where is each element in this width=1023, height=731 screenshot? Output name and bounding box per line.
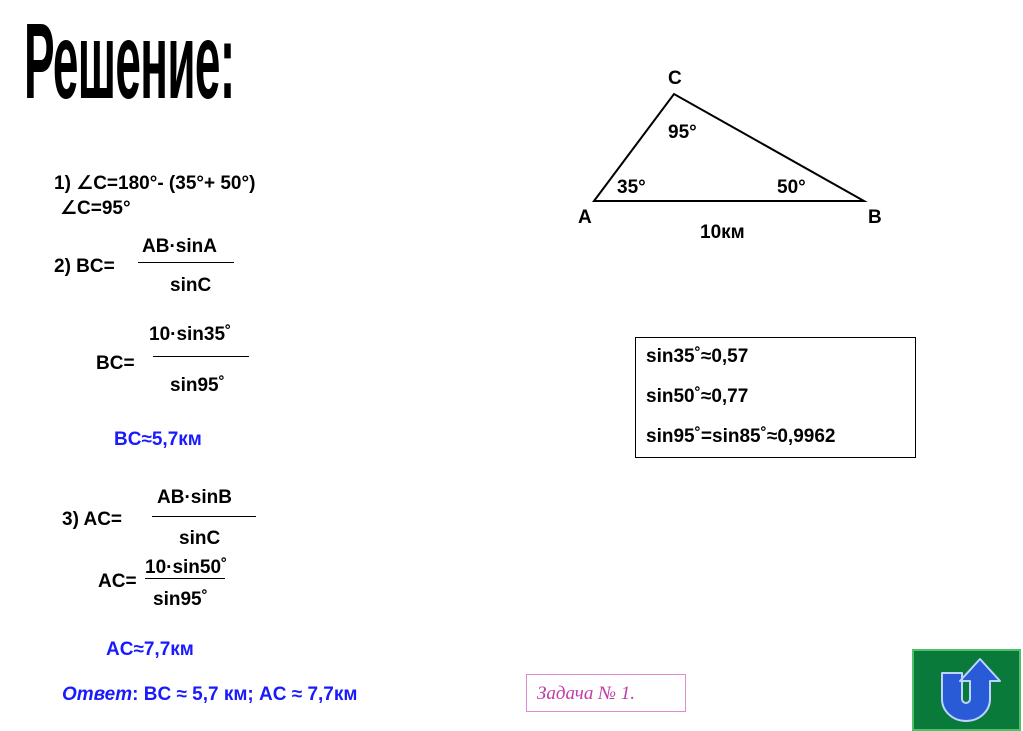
angle-b-label: 50° [777, 177, 806, 198]
step1-line1: 1) ∠C=180°- (35°+ 50°) [54, 173, 256, 194]
step2b-denominator: sin95˚ [170, 375, 225, 396]
step3b-prefix: AC= [98, 571, 137, 592]
step2-numerator: AB·sinA [142, 236, 217, 257]
vertex-c-label: C [668, 68, 682, 89]
step1-line2: ∠C=95° [60, 198, 131, 219]
step2-result: BC≈5,7км [114, 429, 202, 450]
return-arrow-icon [914, 651, 1019, 729]
step3b-denominator: sin95˚ [153, 589, 208, 610]
task-link[interactable]: Задача № 1. [526, 674, 686, 712]
step3-denominator: sinC [179, 528, 221, 549]
step3b-numerator: 10·sin50˚ [145, 557, 228, 578]
step3-numerator: AB·sinB [157, 487, 232, 508]
vertex-b-label: B [868, 207, 882, 228]
back-button[interactable] [912, 649, 1021, 731]
answer-text: : BC ≈ 5,7 км; AC ≈ 7,7км [132, 684, 358, 705]
step2-denominator: sinC [170, 275, 212, 296]
answer-label: Ответ [62, 684, 133, 705]
angle-c-label: 95° [668, 122, 697, 143]
side-ab-label: 10км [700, 222, 745, 243]
sin-value-50: sin50˚≈0,77 [646, 386, 749, 407]
sin-value-35: sin35˚≈0,57 [646, 346, 749, 367]
page-title: Решение: [24, 0, 235, 122]
step3-prefix: 3) AC= [62, 509, 123, 530]
sin-values-box [635, 337, 916, 458]
step3-result: AC≈7,7км [106, 639, 194, 660]
step2b-numerator: 10·sin35˚ [149, 324, 232, 345]
step2b-prefix: BC= [96, 353, 135, 374]
angle-a-label: 35° [617, 177, 646, 198]
sin-value-95: sin95˚=sin85˚≈0,9962 [646, 426, 836, 447]
step2-prefix: 2) BC= [54, 256, 115, 277]
vertex-a-label: A [578, 207, 592, 228]
